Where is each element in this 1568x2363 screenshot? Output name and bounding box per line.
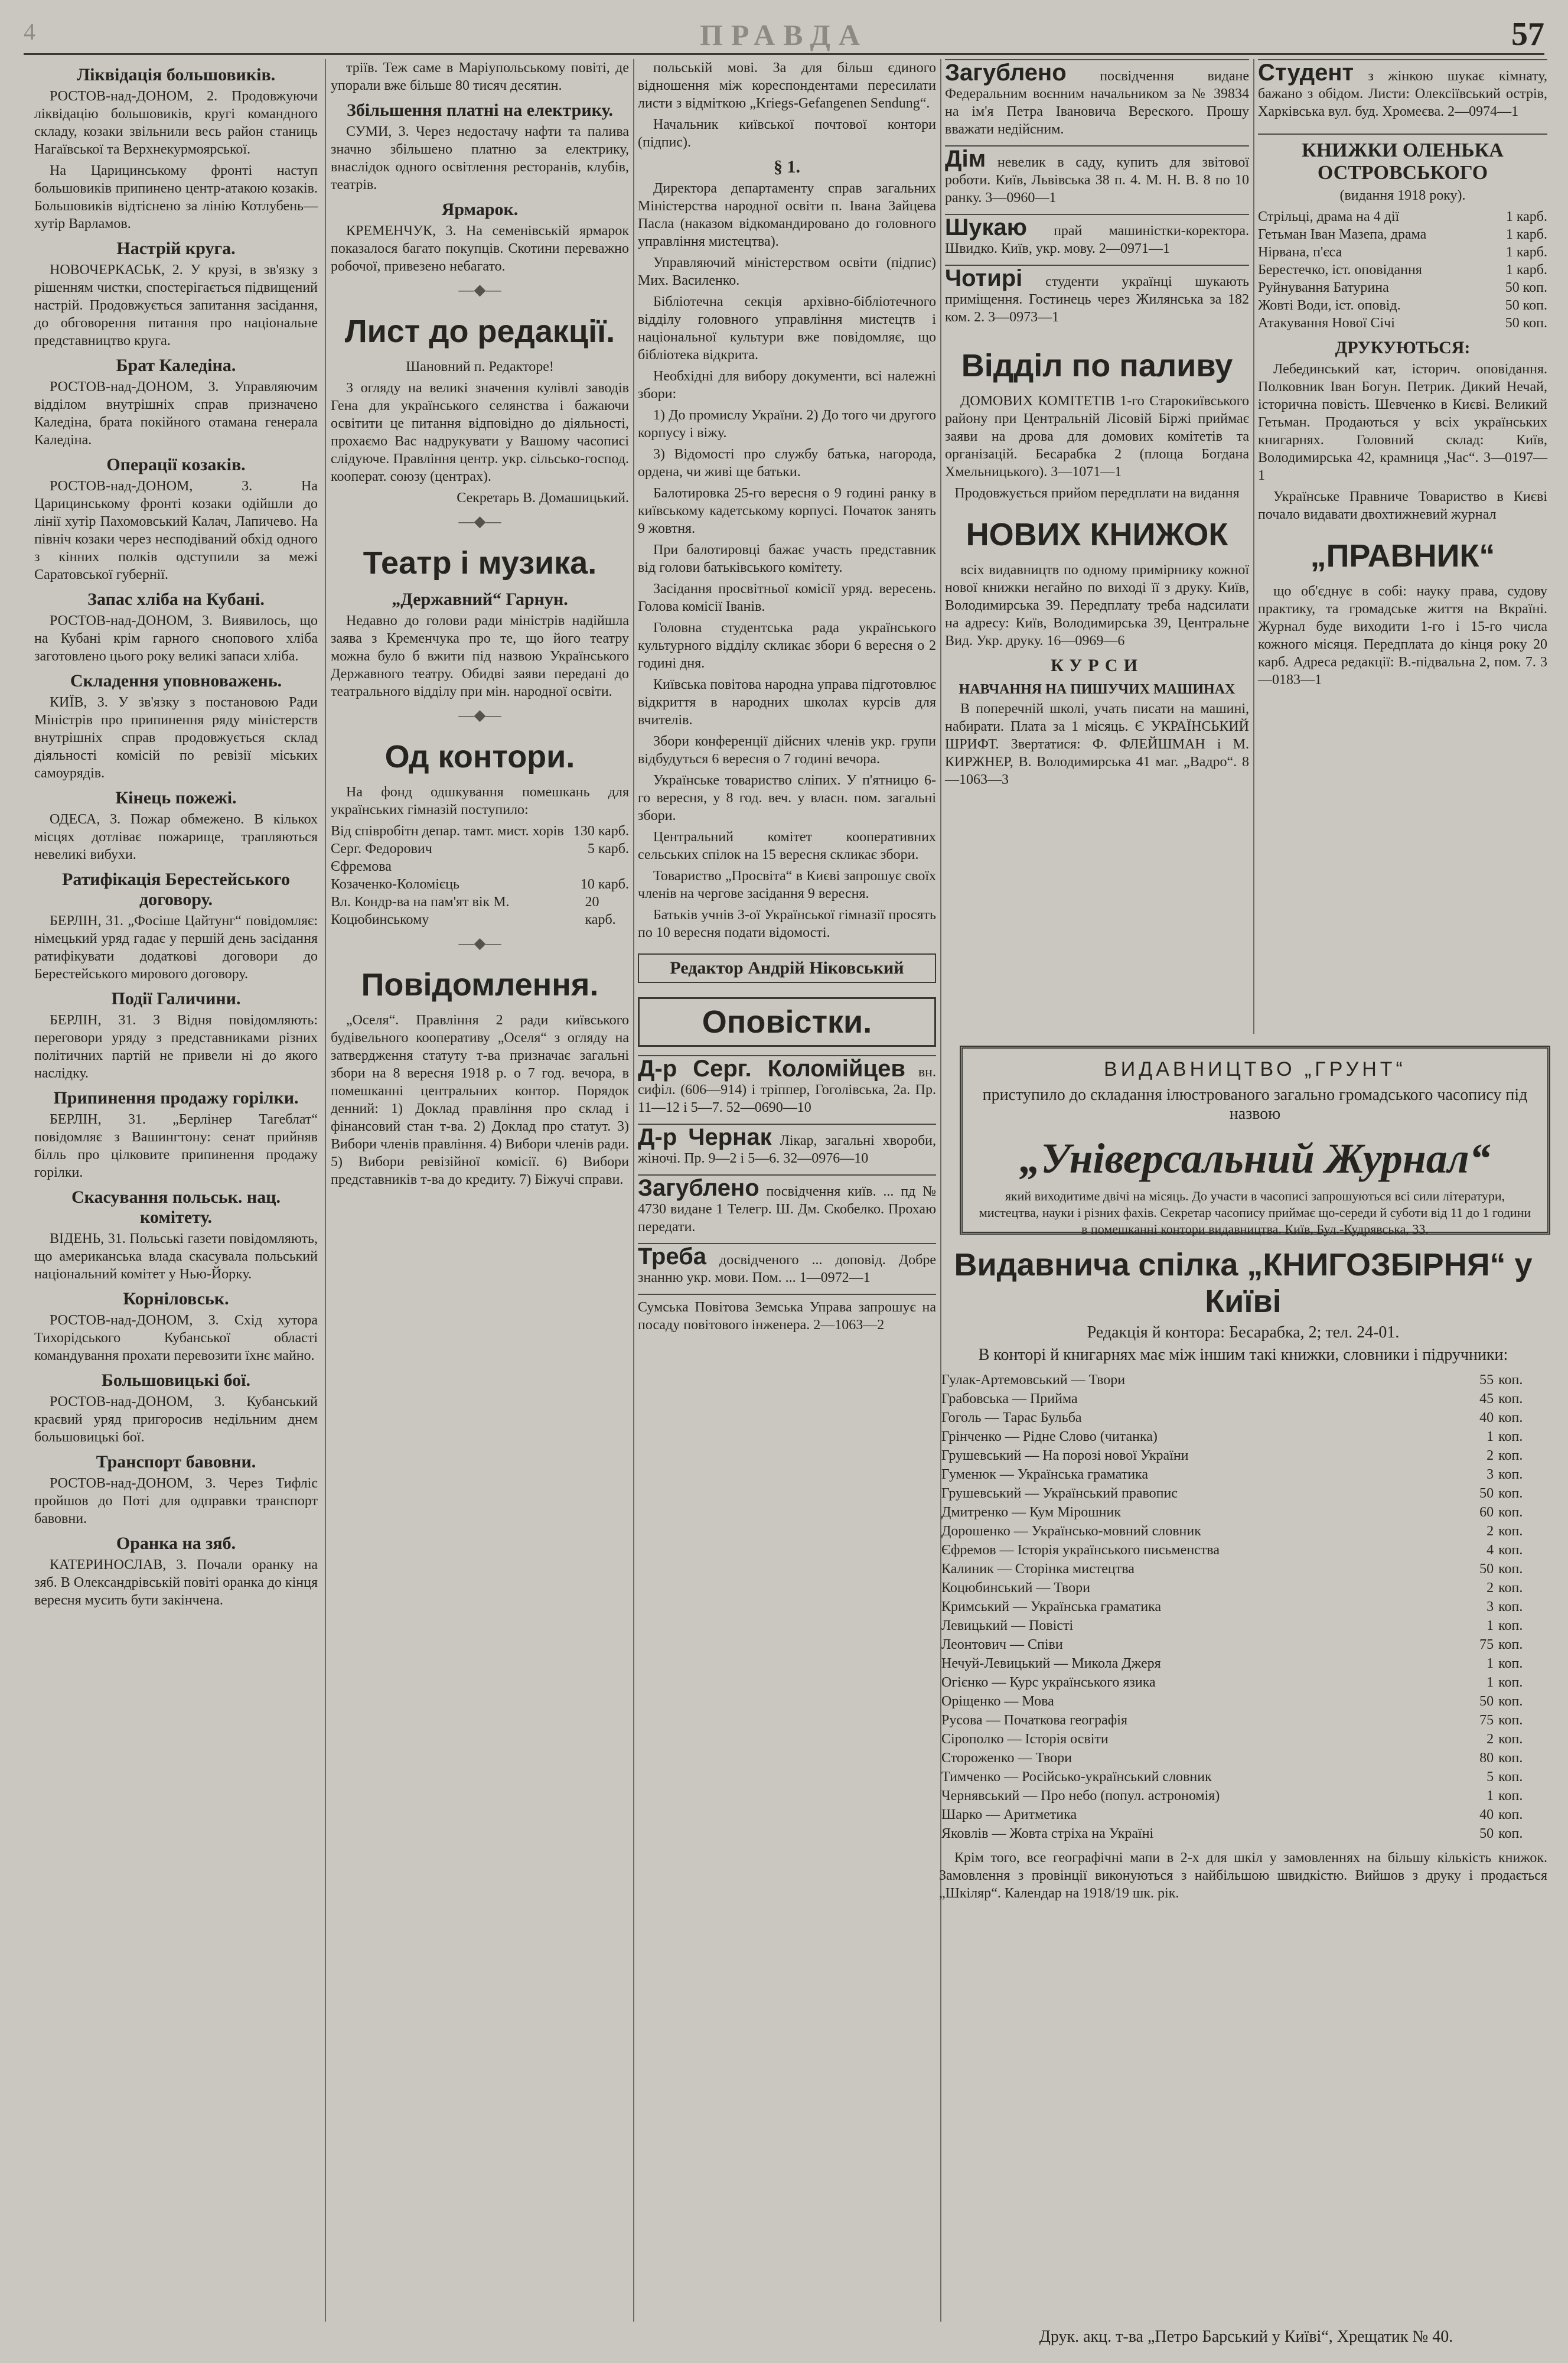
- book-list-price: 2: [1486, 1524, 1494, 1539]
- book-row: [1258, 279, 1547, 297]
- book-list-row: [939, 1768, 1547, 1786]
- book-list-row: [939, 1541, 1547, 1560]
- article-text: Товариство „Просвіта“ в Києві запрошує своїх членів на чергове засідання 9 вересня.: [638, 868, 936, 901]
- book-list-row: [939, 1427, 1547, 1446]
- book-list-title: Дмитренко — Кум Мірошник: [941, 1505, 1122, 1520]
- article-text: БЕРЛІН, 31. З Відня повідомляють: переговори уряду з представниками різних політичних партій не привели ні до якого наслідку.: [34, 1013, 318, 1081]
- book-list-row: [939, 1560, 1547, 1578]
- article-text: Київська повітова народна управа підготовлює відкриття в народних школах курсів для вчителів.: [638, 677, 936, 728]
- book-list-row: [939, 1616, 1547, 1635]
- donation-amount: 10 карб.: [580, 877, 629, 892]
- book-list-price: 60: [1479, 1505, 1494, 1520]
- article-heading: Припинення продажу горілки.: [53, 1088, 299, 1108]
- column-5: [1258, 59, 1547, 692]
- book-list-row: [939, 1711, 1547, 1730]
- book-list-unit: коп.: [1498, 1542, 1523, 1558]
- ad-text: невелик в саду, купить для звітової роботи. Київ, Львівська 38 п. 4. М. Н. В. 8 по 10 ранку. 3—0960—1: [945, 155, 1250, 206]
- ad-body: [945, 146, 1250, 207]
- book-list-unit: коп.: [1498, 1429, 1523, 1444]
- ad-body: [945, 60, 1249, 138]
- article-text: РОСТОВ-над-ДОНОМ, 3. Виявилось, що на Кубані крім гарного снопового хліба заготовлено цього року великі запаси хліба.: [34, 613, 318, 664]
- article-text: БЕРЛІН, 31. „Берлінер Тагеблат“ повідомляє з Вашингтону: сенат прийняв білль про цілковите припинення продажу горілки.: [34, 1112, 318, 1180]
- book-list-title: Кримський — Українська граматика: [941, 1599, 1162, 1615]
- classified-ad: [638, 1294, 936, 1341]
- article-text: КАТЕРИНОСЛАВ, 3. Почали оранку на зяб. В Олександрівській повіті оранка до кінця вересня мусить бути закінчена.: [34, 1557, 318, 1608]
- book-list-unit: коп.: [1498, 1694, 1523, 1709]
- column-rule: [1253, 59, 1254, 1034]
- book-list-price: 75: [1479, 1713, 1494, 1728]
- book-list-title: Русова — Початкова географія: [941, 1713, 1128, 1728]
- article-heading: Скасування польськ. нац. комітету.: [71, 1187, 281, 1227]
- article-heading: Настрій круга.: [116, 239, 236, 258]
- book-list-price: 2: [1486, 1731, 1494, 1747]
- donor-name: Серг. Федорович: [331, 841, 432, 857]
- book-price: 50 коп.: [1505, 315, 1547, 331]
- book-row: [1258, 226, 1547, 243]
- theatre-text: Недавно до голови ради міністрів надійшла заява з Кременчука про те, що його театру можна було б вжити під назвою Українського Державного театру. Обидві заяви передані до театрального відділу при мін. народної освіти.: [331, 613, 629, 699]
- article-text: Засідання просвітньої комісії уряд. вересень. Голова комісії Іванів.: [638, 581, 936, 614]
- olena-subtitle: (видання 1918 року).: [1339, 188, 1466, 203]
- donor-name: Козаченко-Коломієць: [331, 877, 459, 892]
- ad-text: студенти українці шукають приміщення. Гостинець через Жилянська за 182 ком. 2. 3—0973—1: [945, 274, 1250, 325]
- donor-name: Вл. Кондр-ва на пам'ят вік М. Коцюбинському: [331, 894, 510, 927]
- book-list-unit: коп.: [1498, 1448, 1523, 1463]
- article-text: ОДЕСА, 3. Пожар обмежено. В кількох місцях дотліває пожарище, трапляються невеликі вибухи.: [34, 812, 318, 862]
- book-title: Гетьман Іван Мазепа, драма: [1258, 227, 1427, 242]
- ad-text: посвідчення видане Федеральним воєнним начальником за № 39834 на ім'я Петра Івановича Вереского. Прошу вважати недійсним.: [945, 69, 1249, 137]
- book-list-unit: коп.: [1498, 1524, 1523, 1539]
- classified-ad: [1258, 59, 1547, 128]
- article-text: Головна студентська рада українського культурного відділу скликає збори 6 вересня о 2 годині дня.: [638, 620, 936, 671]
- ad-keyword: Д-р Серг. Коломійцев: [638, 1056, 905, 1082]
- donation-row: [331, 840, 629, 858]
- book-row: [1258, 261, 1547, 279]
- book-list-title: Єфремов — Історія українського письменства: [941, 1542, 1220, 1558]
- book-list-unit: коп.: [1498, 1580, 1523, 1596]
- article-text: РОСТОВ-над-ДОНОМ, 3. Схід хутора Тихорідського Кубанської області командування прохати перевозити їхнє майно.: [34, 1313, 318, 1363]
- column-rule: [325, 59, 326, 2322]
- book-list: [939, 1371, 1547, 1843]
- book-price: 1 карб.: [1505, 209, 1547, 224]
- book-list-title: Гулак-Артемовський — Твори: [941, 1372, 1126, 1388]
- printing-text: Лебединський кат, історич. оповідання. Полковник Іван Богун. Петрик. Дикий Нечай, історична повість. Шевченко в Києві. Великий Гетьман. Продаються у всіх українських книгарнях. Головний склад: Київ, Володимирська 42, крамниця „Час“. 3—0197—1: [1258, 362, 1547, 483]
- ad-body: [638, 1056, 937, 1117]
- ad-keyword: Студент: [1258, 60, 1354, 86]
- book-list-row: [939, 1824, 1547, 1843]
- ad-keyword: Треба: [638, 1244, 707, 1270]
- book-list-unit: коп.: [1498, 1372, 1523, 1388]
- book-list-title: Оріщенко — Мова: [941, 1694, 1054, 1709]
- article-text: БЕРЛІН, 31. „Фосіше Цайтунг“ повідомляє: німецький уряд гадає у першій день засідання ратифікувати додаткові договори до Берестейського мирового договору.: [34, 913, 318, 982]
- book-list-unit: коп.: [1498, 1807, 1523, 1822]
- book-price: 1 карб.: [1505, 262, 1547, 278]
- theatre-subheading: „Державний“ Гарнун.: [392, 590, 568, 609]
- ad-text: Сумська Повітова Земська Управа запрошує на посаду повітового інженера. 2—1063—2: [638, 1300, 936, 1333]
- column-rule: [940, 59, 941, 2322]
- article-text: СУМИ, 3. Через недостачу нафти та палива значно збільшено платню за електрику, внаслідок одного освітлення ресторанів, клубів, театрів.: [331, 124, 629, 193]
- classified-ad: [638, 1055, 936, 1124]
- article-heading: Ярмарок.: [441, 200, 519, 219]
- book-list-unit: коп.: [1498, 1467, 1523, 1482]
- classified-ad: [638, 1124, 936, 1174]
- book-list-title: Нечуй-Левицький — Микола Джеря: [941, 1656, 1161, 1671]
- classified-ad: [945, 265, 1249, 333]
- column-1: [34, 59, 318, 1613]
- book-list-title: Леонтович — Співи: [941, 1637, 1063, 1652]
- ad-body: [638, 1124, 937, 1167]
- article-text: Необхідні для вибору документи, всі належні збори:: [638, 369, 936, 402]
- book-list-price: 1: [1486, 1656, 1494, 1671]
- printer-line: Друк. акц. т-ва „Петро Барський у Київі“, Хрещатик № 40.: [1039, 2328, 1453, 2346]
- editor-line: Редактор Андрій Ніковський: [638, 953, 936, 983]
- ad-text: прай машиністки-коректора. Швидко. Київ, укр. мову. 2—0971—1: [945, 223, 1249, 256]
- book-list-price: 55: [1479, 1372, 1494, 1388]
- article-text: Центральний комітет кооперативних сельських спілок на 15 вересня скликає збори.: [638, 829, 936, 862]
- book-list-title: Чернявський — Про небо (попул. астрономія): [941, 1788, 1220, 1804]
- book-list-title: Гуменюк — Українська граматика: [941, 1467, 1149, 1482]
- book-list-unit: коп.: [1498, 1391, 1523, 1407]
- article-text: РОСТОВ-над-ДОНОМ, 3. Через Тифліс пройшов до Поті для одправки транспорт бавовни.: [34, 1476, 318, 1526]
- theatre-heading: Театр і музика.: [363, 545, 597, 581]
- article-text: 1) До промислу України. 2) До того чи другого корпусу і віжу.: [638, 408, 936, 441]
- book-list-title: Шарко — Аритметика: [941, 1807, 1077, 1822]
- letter-signature: Секретарь В. Домашицький.: [457, 490, 629, 506]
- classified-ad: [638, 1174, 936, 1243]
- article-text: польській мові. За для більш єдиного відношення між кореспондентами пересилати листи з відміткою „Kriegs-Gefangenen Sendung“.: [638, 60, 936, 111]
- article-text: Директора департаменту справ загальних Міністерства народної освіти п. Івана Зайцева Пасла (наказом відкомандировано до головного управління мистецтва).: [638, 181, 936, 249]
- fuel-text: ДОМОВИХ КОМІТЕТІВ 1-го Старокиївського району при Центральній Лісовій Біржі приймає заяви на дрова для домових комітетів та організацій. Бесарабка 2 (площа Богдана Хмельницького). 3—1071—1: [945, 393, 1249, 480]
- book-list-unit: коп.: [1498, 1731, 1523, 1747]
- donation-amount: 130 карб.: [573, 824, 629, 839]
- ornament: —◆—: [458, 935, 501, 952]
- column-3: [638, 59, 936, 1341]
- donation-row: [331, 875, 629, 893]
- book-list-title: Сірополко — Історія освіти: [941, 1731, 1109, 1747]
- article-text: Батьків учнів 3-ої Української гімназії просять по 10 вересня подати відомості.: [638, 907, 936, 940]
- book-list-price: 50: [1479, 1561, 1494, 1577]
- subscription-line: Продовжується прийом передплати на видання: [954, 486, 1240, 501]
- donation-row: [331, 858, 629, 875]
- book-list-unit: коп.: [1498, 1656, 1523, 1671]
- book-list-title: Калиник — Сторінка мистецтва: [941, 1561, 1135, 1577]
- article-text: РОСТОВ-над-ДОНОМ, 2. Продовжуючи ліквідацію большовиків, кругі командного складу, козаки звільнили весь район станиць Нагаївської та Верхнекурмоярської.: [34, 89, 318, 157]
- universal-journal-ad: [960, 1046, 1550, 1235]
- book-title: Атакування Нової Січі: [1258, 315, 1395, 331]
- book-list-row: [939, 1578, 1547, 1597]
- article-heading: Кінець пожежі.: [115, 788, 237, 808]
- ad-text: вн. сифіл. (606—914) і тріппер, Гоголівська, 2а. Пр. 11—12 і 5—7. 52—0690—10: [638, 1065, 937, 1115]
- book-list-price: 50: [1479, 1694, 1494, 1709]
- book-list-price: 3: [1486, 1599, 1494, 1615]
- article-heading: Транспорт бавовни.: [96, 1452, 256, 1472]
- book-title: Нірвана, п'єса: [1258, 245, 1342, 260]
- book-list-row: [939, 1597, 1547, 1616]
- book-list-unit: коп.: [1498, 1486, 1523, 1501]
- article-heading: Ліквідація большовиків.: [76, 65, 276, 84]
- article-text: КРЕМЕНЧУК, 3. На семенівській ярмарок показалося багато покупців. Скотини переважно робочої, привезено небагато.: [331, 223, 629, 274]
- book-list-row: [939, 1522, 1547, 1541]
- journal-title: „Універсальний Журнал“: [1019, 1135, 1491, 1182]
- ad-body: [638, 1298, 936, 1334]
- book-list-unit: коп.: [1498, 1618, 1523, 1633]
- ad-keyword: Загублено: [945, 60, 1067, 86]
- courses-subheading: НАВЧАННЯ НА ПИШУЧИХ МАШИНАХ: [959, 682, 1236, 697]
- knyhozbirnia-ad: [939, 1246, 1547, 1906]
- ad-keyword: Загублено: [638, 1175, 759, 1201]
- book-list-unit: коп.: [1498, 1410, 1523, 1425]
- knyhozbirnia-title: Видавнича спілка „КНИГОЗБІРНЯ“ у Київі: [954, 1247, 1533, 1319]
- book-list-price: 40: [1479, 1807, 1494, 1822]
- classified-ad: [638, 1243, 936, 1294]
- journal-text: який виходитиме двічі на місяць. До участи в часописі запрошуються всі сили літератури, мистецтва, науки і різних фахів. Секретар часопису приймає що-середи й суботи від 11 до 1 години в помешканні контори видавництва. Київ, Бул.-Кудрявська, 33.: [979, 1189, 1531, 1236]
- book-list-price: 2: [1486, 1580, 1494, 1596]
- article-text: ВІДЕНЬ, 31. Польські газети повідомляють, що американська влада скасувала польський національний комітет у Нью-Йорку.: [34, 1231, 318, 1282]
- article-text: Українське товариство сліпих. У п'ятницю 6-го вересня, у 8 год. веч. у власн. пом. загальні збори.: [638, 773, 936, 824]
- book-list-title: Грінченко — Рідне Слово (читанка): [941, 1429, 1158, 1444]
- article-text: Начальник київської почтової контори (підпис).: [638, 117, 936, 150]
- book-list-price: 50: [1479, 1486, 1494, 1501]
- ad-text: досвідченого ... доповід. Добре знанню укр. мови. Пом. ... 1—0972—1: [638, 1252, 936, 1285]
- ornament: —◆—: [458, 707, 501, 724]
- book-list-row: [939, 1730, 1547, 1749]
- donation-amount: 5 карб.: [587, 841, 629, 857]
- book-list-title: Стороженко — Твори: [941, 1750, 1072, 1766]
- book-list-price: 3: [1486, 1467, 1494, 1482]
- notice-heading: Повідомлення.: [361, 967, 599, 1003]
- book-list-price: 45: [1479, 1391, 1494, 1407]
- book-list-row: [939, 1805, 1547, 1824]
- donation-amount: 20 карб.: [585, 894, 616, 927]
- book-list-title: Дорошенко — Українсько-мовний словник: [941, 1524, 1201, 1539]
- book-list-row: [939, 1673, 1547, 1692]
- classified-ad: [945, 145, 1249, 214]
- book-price: 50 коп.: [1505, 280, 1547, 295]
- article-heading: Оранка на зяб.: [116, 1534, 236, 1553]
- book-list-price: 40: [1479, 1410, 1494, 1425]
- book-list-row: [939, 1635, 1547, 1654]
- ornament: —◆—: [458, 513, 501, 530]
- article-text: НОВОЧЕРКАСЬК, 2. У крузі, в зв'язку з рішенням чистки, спостерігається підвищений настрій. Продовжується запитання засідання, до обговорення питання про національне представництво круга.: [34, 262, 318, 349]
- new-books-heading: НОВИХ КНИЖОК: [966, 517, 1228, 552]
- donor-name: Єфремова: [331, 859, 392, 874]
- book-list-price: 5: [1486, 1769, 1494, 1785]
- ads-heading: Оповістки.: [638, 997, 936, 1047]
- book-list-row: [939, 1654, 1547, 1673]
- pravnyk-intro: Українське Правниче Товариство в Києві почало видавати двохтижневий журнал: [1258, 489, 1547, 522]
- article-text: РОСТОВ-над-ДОНОМ, 3. Кубанський краєвий уряд пригоросив недільним днем большовицькі бої.: [34, 1394, 318, 1445]
- book-list-unit: коп.: [1498, 1599, 1523, 1615]
- article-heading: Большовицькі бої.: [102, 1371, 250, 1390]
- book-list-unit: коп.: [1498, 1505, 1523, 1520]
- article-text: Балотировка 25-го вересня о 9 годині ранку в київському кадетському корпусі. Початок занять 9 жовтня.: [638, 486, 936, 536]
- book-list-unit: коп.: [1498, 1561, 1523, 1577]
- article-text: Збори конференції дійсних членів укр. групи відбудуться 6 вересня о 7 годині вечора.: [638, 734, 936, 767]
- donation-row: [331, 822, 629, 840]
- knyhozbirnia-intro: В конторі й книгарнях має між іншим такі книжки, словники і підручники:: [978, 1346, 1508, 1364]
- book-list-unit: коп.: [1498, 1788, 1523, 1804]
- book-list-title: Тимченко — Російсько-український словник: [941, 1769, 1212, 1785]
- article-text: Управляючий міністерством освіти (підпис) Мих. Василенко.: [638, 255, 936, 288]
- article-heading: Ратифікація Берестейського договору.: [62, 870, 290, 909]
- book-list-row: [939, 1692, 1547, 1711]
- ad-body: [638, 1175, 936, 1236]
- ad-keyword: Шукаю: [945, 214, 1027, 240]
- pravnyk-text: що об'єднує в собі: науку права, судову практику, та громадське життя на Вкраїні. Журнал буде виходити 1-го і 15-го числа кожного місяця. Передплата до кінця року 20 карб. Адреса редакції: В.-підвальна 2, пом. 7. 3—0183—1: [1258, 584, 1547, 688]
- courses-text: В поперечній школі, учать писати на машині, набирати. Плата за 1 місяць. Є УКРАЇНСЬКИЙ ШРИФТ. Звертатися: Ф. ФЛЕЙШМАН і М. КИРЖНЕР, В. Володимирська 41 маг. „Вадро“. 8—1063—3: [945, 701, 1249, 787]
- book-list-row: [939, 1749, 1547, 1768]
- book-list-unit: коп.: [1498, 1750, 1523, 1766]
- book-title: Руйнування Батурина: [1258, 280, 1389, 295]
- book-list-unit: коп.: [1498, 1675, 1523, 1690]
- column-4: [945, 59, 1249, 792]
- book-title: Стрільці, драма на 4 дії: [1258, 209, 1400, 224]
- column-2: [331, 59, 629, 1192]
- book-list-row: [939, 1503, 1547, 1522]
- book-list-title: Огієнко — Курс українського язика: [941, 1675, 1156, 1690]
- ad-body: [638, 1244, 936, 1287]
- book-title: Жовті Води, іст. оповід.: [1258, 298, 1401, 313]
- ad-keyword: Дім: [945, 146, 986, 172]
- book-list-price: 75: [1479, 1637, 1494, 1652]
- ad-keyword: Д-р Чернак: [638, 1124, 772, 1150]
- new-books-text: всіх видавництв по одному примірнику кожної нової книжки негайно по виході її з друку. Київ, Володимирська 39. Передплату треба надсилати на адресу: Київ, Володимирська 39, Центральне Вид. Укр. друку. 16—0969—6: [945, 562, 1249, 649]
- book-list-title: Грабовська — Прийма: [941, 1391, 1078, 1407]
- letter-salutation: Шановний п. Редакторе!: [406, 359, 554, 375]
- article-text: КИЇВ, 3. У зв'язку з постановою Ради Міністрів про припинення ряду міністерств внутрішніх справ продовжується склад діяльності комісій по ревізії міських самоурядів.: [34, 695, 318, 781]
- column-rule: [633, 59, 634, 2322]
- book-list-price: 2: [1486, 1448, 1494, 1463]
- article-heading: Операції козаків.: [106, 455, 246, 474]
- book-list-title: Грушевський — На порозі нової України: [941, 1448, 1189, 1463]
- ad-body: [945, 214, 1249, 258]
- ad-body: [1258, 60, 1547, 121]
- book-price: 1 карб.: [1505, 227, 1547, 242]
- book-list-price: 80: [1479, 1750, 1494, 1766]
- corner-mark: 4: [24, 18, 35, 45]
- book-list-title: Левицький — Повісті: [941, 1618, 1074, 1633]
- article-heading: Корніловськ.: [123, 1289, 229, 1309]
- book-row: [1258, 297, 1547, 314]
- donation-row: [331, 893, 629, 929]
- knyhozbirnia-note: Крім того, все географічні мапи в 2-х для шкіл у замовленнях на більшу кількість книжок. Замовлення з провінції виконуються з найбільшою швидкістю. Вийшов з друку і продається „Шкіляр“. Календар на 1918/19 шк. рік.: [939, 1850, 1547, 1901]
- pravnyk-heading: „ПРАВНИК“: [1310, 538, 1495, 574]
- book-list-row: [939, 1446, 1547, 1465]
- article-text: Бібліотечна секція архівно-бібліотечного відділу головного управління мистецтв і національної культури вже повідомляє, що бібліотека відкрита.: [638, 294, 936, 363]
- donor-name: Від співробітн депар. тамт. мист. хорів: [331, 824, 564, 839]
- book-title: Берестечко, іст. оповідання: [1258, 262, 1422, 278]
- article-text: РОСТОВ-над-ДОНОМ, 3. На Царицинському фронті козаки одійшли до лінії хутір Пахомовський Калач, Лапичево. На північ козаки через несподіваний обхід одного з кінних полків одступили за межі Саратовської губернії.: [34, 479, 318, 582]
- office-intro: На фонд одшкування помешкань для українських гімназій поступило:: [331, 785, 629, 818]
- book-list-unit: коп.: [1498, 1637, 1523, 1652]
- article-heading: Збільшення платні на електрику.: [347, 100, 613, 120]
- article-text: тріїв. Теж саме в Маріупольському повіті, де упорали вже більше 80 тисяч десятин.: [331, 60, 629, 93]
- book-list-row: [939, 1786, 1547, 1805]
- book-price: 50 коп.: [1505, 298, 1547, 313]
- publisher-name: ВИДАВНИЦТВО „ГРУНТ“: [1104, 1058, 1406, 1080]
- book-list-row: [939, 1484, 1547, 1503]
- article-text: РОСТОВ-над-ДОНОМ, 3. Управляючим відділом внутрішніх справ призначено Каледіна, брата покійного отамана генерала Каледіна.: [34, 379, 318, 448]
- book-list-unit: коп.: [1498, 1713, 1523, 1728]
- book-list-price: 1: [1486, 1429, 1494, 1444]
- article-heading: Брат Каледіна.: [116, 356, 236, 375]
- book-row: [1258, 314, 1547, 332]
- book-list-price: 50: [1479, 1826, 1494, 1841]
- olena-heading: КНИЖКИ ОЛЕНЬКА ОСТРОВСЬКОГО: [1258, 134, 1547, 184]
- article-heading: Складення уповноважень.: [70, 671, 282, 691]
- book-list-price: 1: [1486, 1788, 1494, 1804]
- book-row: [1258, 243, 1547, 261]
- running-head: [24, 12, 1544, 55]
- book-list-title: Яковлів — Жовта стріха на Україні: [941, 1826, 1154, 1841]
- ad-text: з жінкою шукає кімнату, бажано з обідом. Листи: Олексіївський острів, Харківська вул. буд. Хромеєва. 2—0974—1: [1258, 69, 1547, 119]
- article-text: При балотировці бажає участь представник від голови батьківського комітету.: [638, 542, 936, 575]
- page-number: 57: [1511, 16, 1544, 53]
- knyhozbirnia-address: Редакція й контора: Бесарабка, 2; тел. 24-01.: [1087, 1323, 1400, 1342]
- book-list-title: Гоголь — Тарас Бульба: [941, 1410, 1082, 1425]
- article-heading: § 1.: [774, 157, 800, 177]
- office-heading: Од контори.: [384, 739, 575, 774]
- courses-heading: КУРСИ: [1051, 656, 1143, 675]
- classified-ad: [945, 59, 1249, 145]
- letter-heading: Лист до редакції.: [344, 314, 615, 349]
- book-list-title: Грушевський — Український правопис: [941, 1486, 1178, 1501]
- article-heading: Запас хліба на Кубані.: [87, 590, 265, 609]
- ad-text: посвідчення київ. ... пд № 4730 видане 1 Телегр. Ш. Дм. Скобелко. Прохаю передати.: [638, 1184, 936, 1235]
- book-list-unit: коп.: [1498, 1826, 1523, 1841]
- ad-keyword: Чотирі: [945, 265, 1023, 291]
- article-heading: Події Галичини.: [111, 989, 241, 1008]
- article-text: 3) Відомості про службу батька, нагорода, ордена, чи живі ще батьки.: [638, 447, 936, 480]
- book-row: [1258, 208, 1547, 226]
- book-price: 1 карб.: [1505, 245, 1547, 260]
- notice-text: „Оселя“. Правління 2 ради київського будівельного кооперативу „Оселя“ з огляду на затвердження статуту т-ва призначає загальні збори на 8 вересня 1918 р. о 7 год. вечора, в помешканні центральних контор. Порядок денний: 1) Доклад правління про склад і фінансовий стан т-ва. 2) Доклад про статут. 3) Вибори членів правління. 4) Вибори членів ради. 5) Вибори ревізійної комісії. 6) Вибори представників т-ва до кредиту. 7) Біжучі справи.: [331, 1013, 629, 1187]
- book-list-row: [939, 1408, 1547, 1427]
- classified-ad: [945, 214, 1249, 265]
- book-list-row: [939, 1371, 1547, 1389]
- book-list-price: 4: [1486, 1542, 1494, 1558]
- ad-body: [945, 265, 1250, 326]
- book-list-title: Коцюбинський — Твори: [941, 1580, 1090, 1596]
- book-list-row: [939, 1389, 1547, 1408]
- masthead-title: ПРАВДА: [699, 18, 869, 51]
- printing-heading: ДРУКУЮТЬСЯ:: [1335, 338, 1471, 357]
- book-list-row: [939, 1465, 1547, 1484]
- book-list-price: 1: [1486, 1618, 1494, 1633]
- book-list-price: 1: [1486, 1675, 1494, 1690]
- ad-text: Лікар, загальні хвороби, жіночі. Пр. 9—2 і 5—6. 32—0976—10: [638, 1133, 937, 1166]
- book-list-unit: коп.: [1498, 1769, 1523, 1785]
- publisher-intro: приступило до складання ілюстрованого загально громадського часопису під назвою: [982, 1086, 1528, 1123]
- letter-text: З огляду на великі значення кулівлі заводів Гена для українського селянства і бажаючи освітити це питання відповідно до діяльності, прохаємо Вас надрукувати у Вашому часописі слідуюче. Правління центр. укр. сільсько-господ. кооперат. союзу (центрах).: [331, 380, 629, 484]
- ornament: —◆—: [458, 281, 501, 298]
- article-text: На Царицинському фронті наступ большовиків припинено центр-атакою козаків. Большовиків відтіснено за лінію Котлубень—хутір Варламов.: [34, 163, 318, 232]
- fuel-heading: Відділ по паливу: [961, 348, 1233, 383]
